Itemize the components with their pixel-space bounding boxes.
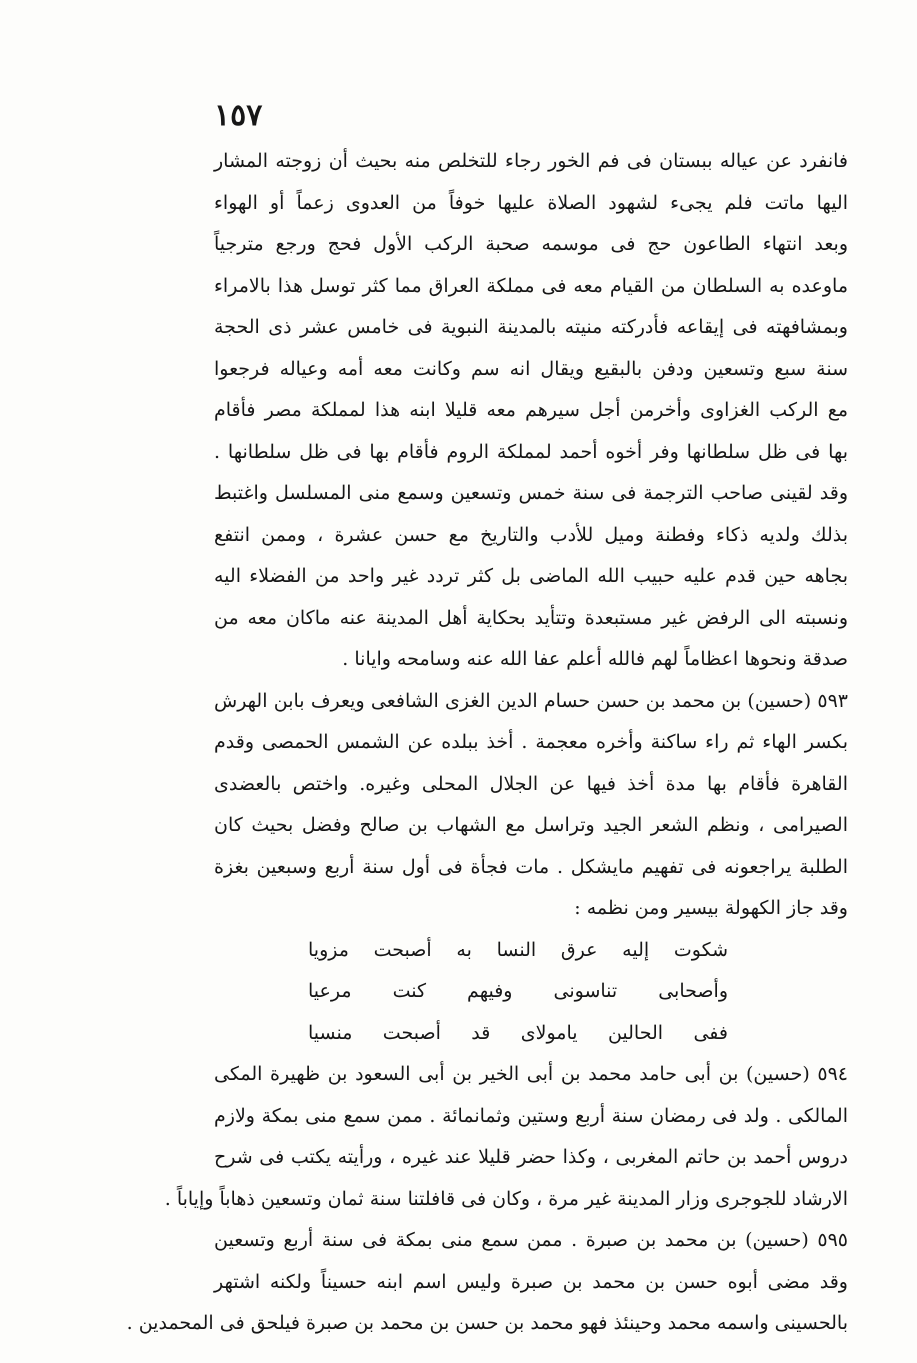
text-line: بالحسينى واسمه محمد وحينئذ فهو محمد بن حسن بن محمد بن صبرة فيلحق فى المحمدين .	[126, 1312, 848, 1334]
text-line: صدقة ونحوها اعظاماً لهم فالله أعلم عفا الله عنه وسامحه وايانا .	[342, 648, 848, 670]
text-line: اليها ماتت فلم يجىء لشهود الصلاة عليها خوفاً من العدوى زعماً أو الهواء	[214, 191, 848, 214]
text-line: وبمشافهته فى إيقاعه فأدركته منيته بالمدينة النبوية فى خامس عشر ذى الحجة	[214, 316, 848, 338]
text-line: مع الركب الغزاوى وأخرمن أجل سيرهم معه قليلا ابنه هذا لمملكة مصر فأقام	[214, 399, 848, 421]
poem-verse	[214, 971, 848, 1013]
page-number: ١٥٧	[214, 98, 263, 133]
text-line: وقد مضى أبوه حسن بن محمد بن صبرة وليس اسم ابنه حسيناً ولكنه اشتهر	[214, 1270, 848, 1293]
page-body-text	[126, 141, 848, 1345]
text-line: وقد لقينى صاحب الترجمة فى سنة خمس وتسعين وسمع منى المسلسل واغتبط	[214, 482, 848, 504]
poem-verse-text: شكوت إليه عرق النسا به أصبحت مزويا	[308, 938, 728, 961]
text-line: بجاهه حين قدم عليه حبيب الله الماضى بل كثر تردد غير واحد من الفضلاء اليه	[214, 565, 848, 587]
poem-verse	[214, 1013, 848, 1055]
poem-verse-text: ففى الحالين يامولاى قد أصبحت منسيا	[308, 1021, 728, 1044]
text-line: وقد جاز الكهولة بيسير ومن نظمه :	[574, 897, 848, 919]
text-line: سنة سبع وتسعين ودفن بالبقيع ويقال انه سم وكانت معه أمه وعياله فرجعوا	[214, 357, 848, 380]
text-line: ماوعده به السلطان من القيام معه فى مملكة العراق مما كثر توسل هذا بالامراء	[214, 274, 848, 297]
entry-595-heading-line: ٥٩٥ (حسين) بن محمد بن صبرة . ممن سمع منى بمكة فى سنة أربع وتسعين	[214, 1229, 848, 1251]
text-line: الصيرامى ، ونظم الشعر الجيد وتراسل مع الشهاب بن صالح وفضل بحيث كان	[214, 814, 848, 836]
text-line: الارشاد للجوجرى وزار المدينة غير مرة ، وكان فى قافلتنا سنة ثمان وتسعين ذهاباً وإياباً .	[164, 1187, 848, 1210]
text-line: وبعد انتهاء الطاعون حج فى موسمه صحبة الركب الأول فحج ورجع مترجياً	[214, 233, 848, 255]
poem-verse	[214, 930, 848, 972]
poem-verse-text: وأصحابى تناسونى وفيهم كنت مرعيا	[308, 980, 728, 1002]
text-line: الطلبة يراجعونه فى تفهيم مايشكل . مات فجأة فى أول سنة أربع وسبعين بغزة	[214, 855, 848, 878]
text-line: دروس أحمد بن حاتم المغربى ، وكذا حضر قليلا عند غيره ، ورأيته يكتب فى شرح	[214, 1146, 848, 1168]
text-line: القاهرة فأقام بها مدة أخذ فيها عن الجلال المحلى وغيره. واختص بالعضدى	[214, 772, 848, 795]
text-line: بذلك ولديه ذكاء وفطنة وميل للأدب والتاريخ مع حسن عشرة ، وممن انتفع	[214, 523, 848, 546]
entry-594-heading-line: ٥٩٤ (حسين) بن أبى حامد محمد بن أبى الخير بن أبى السعود بن ظهيرة المكى	[214, 1063, 848, 1085]
text-line: ونسبته الى الرفض غير مستبعدة وتتأيد بحكاية أهل المدينة عنه ماكان معه من	[214, 606, 848, 629]
text-line: بها فى ظل سلطانها وفر أخوه أحمد لمملكة الروم فأقام بها فى ظل سلطانها .	[214, 440, 848, 463]
entry-593-heading-line: ٥٩٣ (حسين) بن محمد بن حسن حسام الدين الغزى الشافعى ويعرف بابن الهرش	[214, 689, 848, 712]
text-line: فانفرد عن عياله ببستان فى فم الخور رجاء للتخلص منه بحيث أن زوجته المشار	[214, 150, 848, 172]
text-line: بكسر الهاء ثم راء ساكنة وأخره معجمة . أخذ ببلده عن الشمس الحمصى وقدم	[214, 731, 848, 753]
text-line: المالكى . ولد فى رمضان سنة أربع وستين وثمانمائة . ممن سمع منى بمكة ولازم	[214, 1104, 848, 1127]
